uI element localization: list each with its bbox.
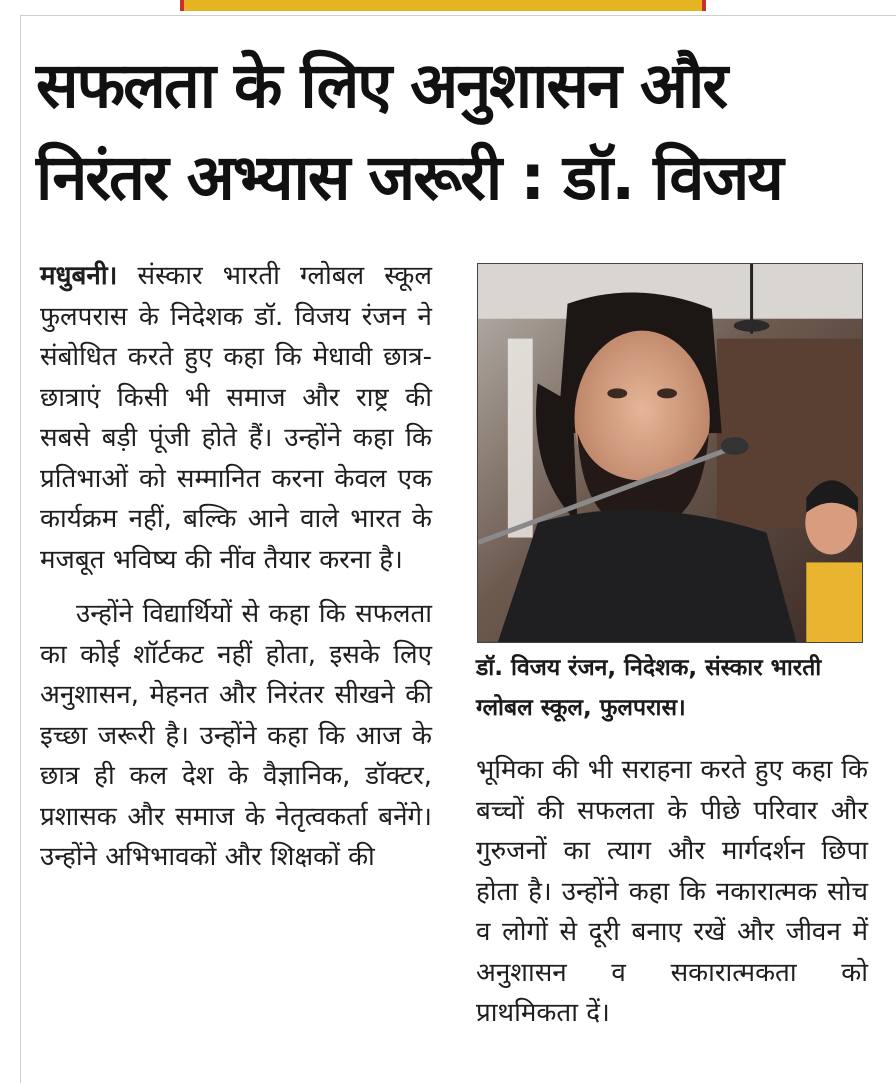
headline-line-1: सफलता के लिए अनुशासन और bbox=[36, 49, 727, 122]
headline-line-2: निरंतर अभ्यास जरूरी : डॉ. विजय bbox=[36, 141, 782, 214]
paragraph-2: उन्होंने विद्यार्थियों से कहा कि सफलता का कोई शॉर्टकट नहीं होता, इसके लिए अनुशासन, मेहनत और निरंतर सीखने की इच्छा जरूरी है। उन्होंने कहा कि आज के छात्र ही कल देश के वैज्ञानिक, डॉक्टर, प्रशासक और समाज के नेतृत्वकर्ता बनेंगे। उन्होंने अभिभावकों और शिक्षकों की bbox=[40, 599, 432, 872]
news-photo bbox=[477, 263, 863, 643]
dateline: मधुबनी। bbox=[40, 261, 118, 291]
photo-illustration bbox=[478, 264, 862, 642]
photo-caption: डॉ. विजय रंजन, निदेशक, संस्कार भारती ग्लोबल स्कूल, फुलपरास। bbox=[476, 655, 822, 721]
paragraph-1 bbox=[40, 256, 432, 580]
paragraph-3: भूमिका की भी सराहना करते हुए कहा कि बच्चों की सफलता के पीछे परिवार और गुरुजनों का त्याग और मार्गदर्शन छिपा होता है। उन्होंने कहा कि नकारात्मक सोच व लोगों से दूरी बनाए रखें और जीवन में अनुशासन व सकारात्मकता को प्राथमिकता दें। bbox=[476, 755, 868, 1028]
article-column-right bbox=[476, 750, 868, 1034]
paragraph-1-text: संस्कार भारती ग्लोबल स्कूल फुलपरास के निदेशक डॉ. विजय रंजन ने संबोधित करते हुए कहा कि मेधावी छात्र-छात्राएं किसी भी समाज और राष्ट्र की सबसे बड़ी पूंजी होते हैं। उन्होंने कहा कि प्रतिभाओं को सम्मानित करना केवल एक कार्यक्रम नहीं, बल्कि आने वाले भारत के मजबूत भविष्य की नींव तैयार करना है। bbox=[40, 261, 433, 575]
article-column-left bbox=[40, 256, 432, 904]
masthead-strip bbox=[180, 0, 706, 11]
headline bbox=[36, 40, 881, 224]
